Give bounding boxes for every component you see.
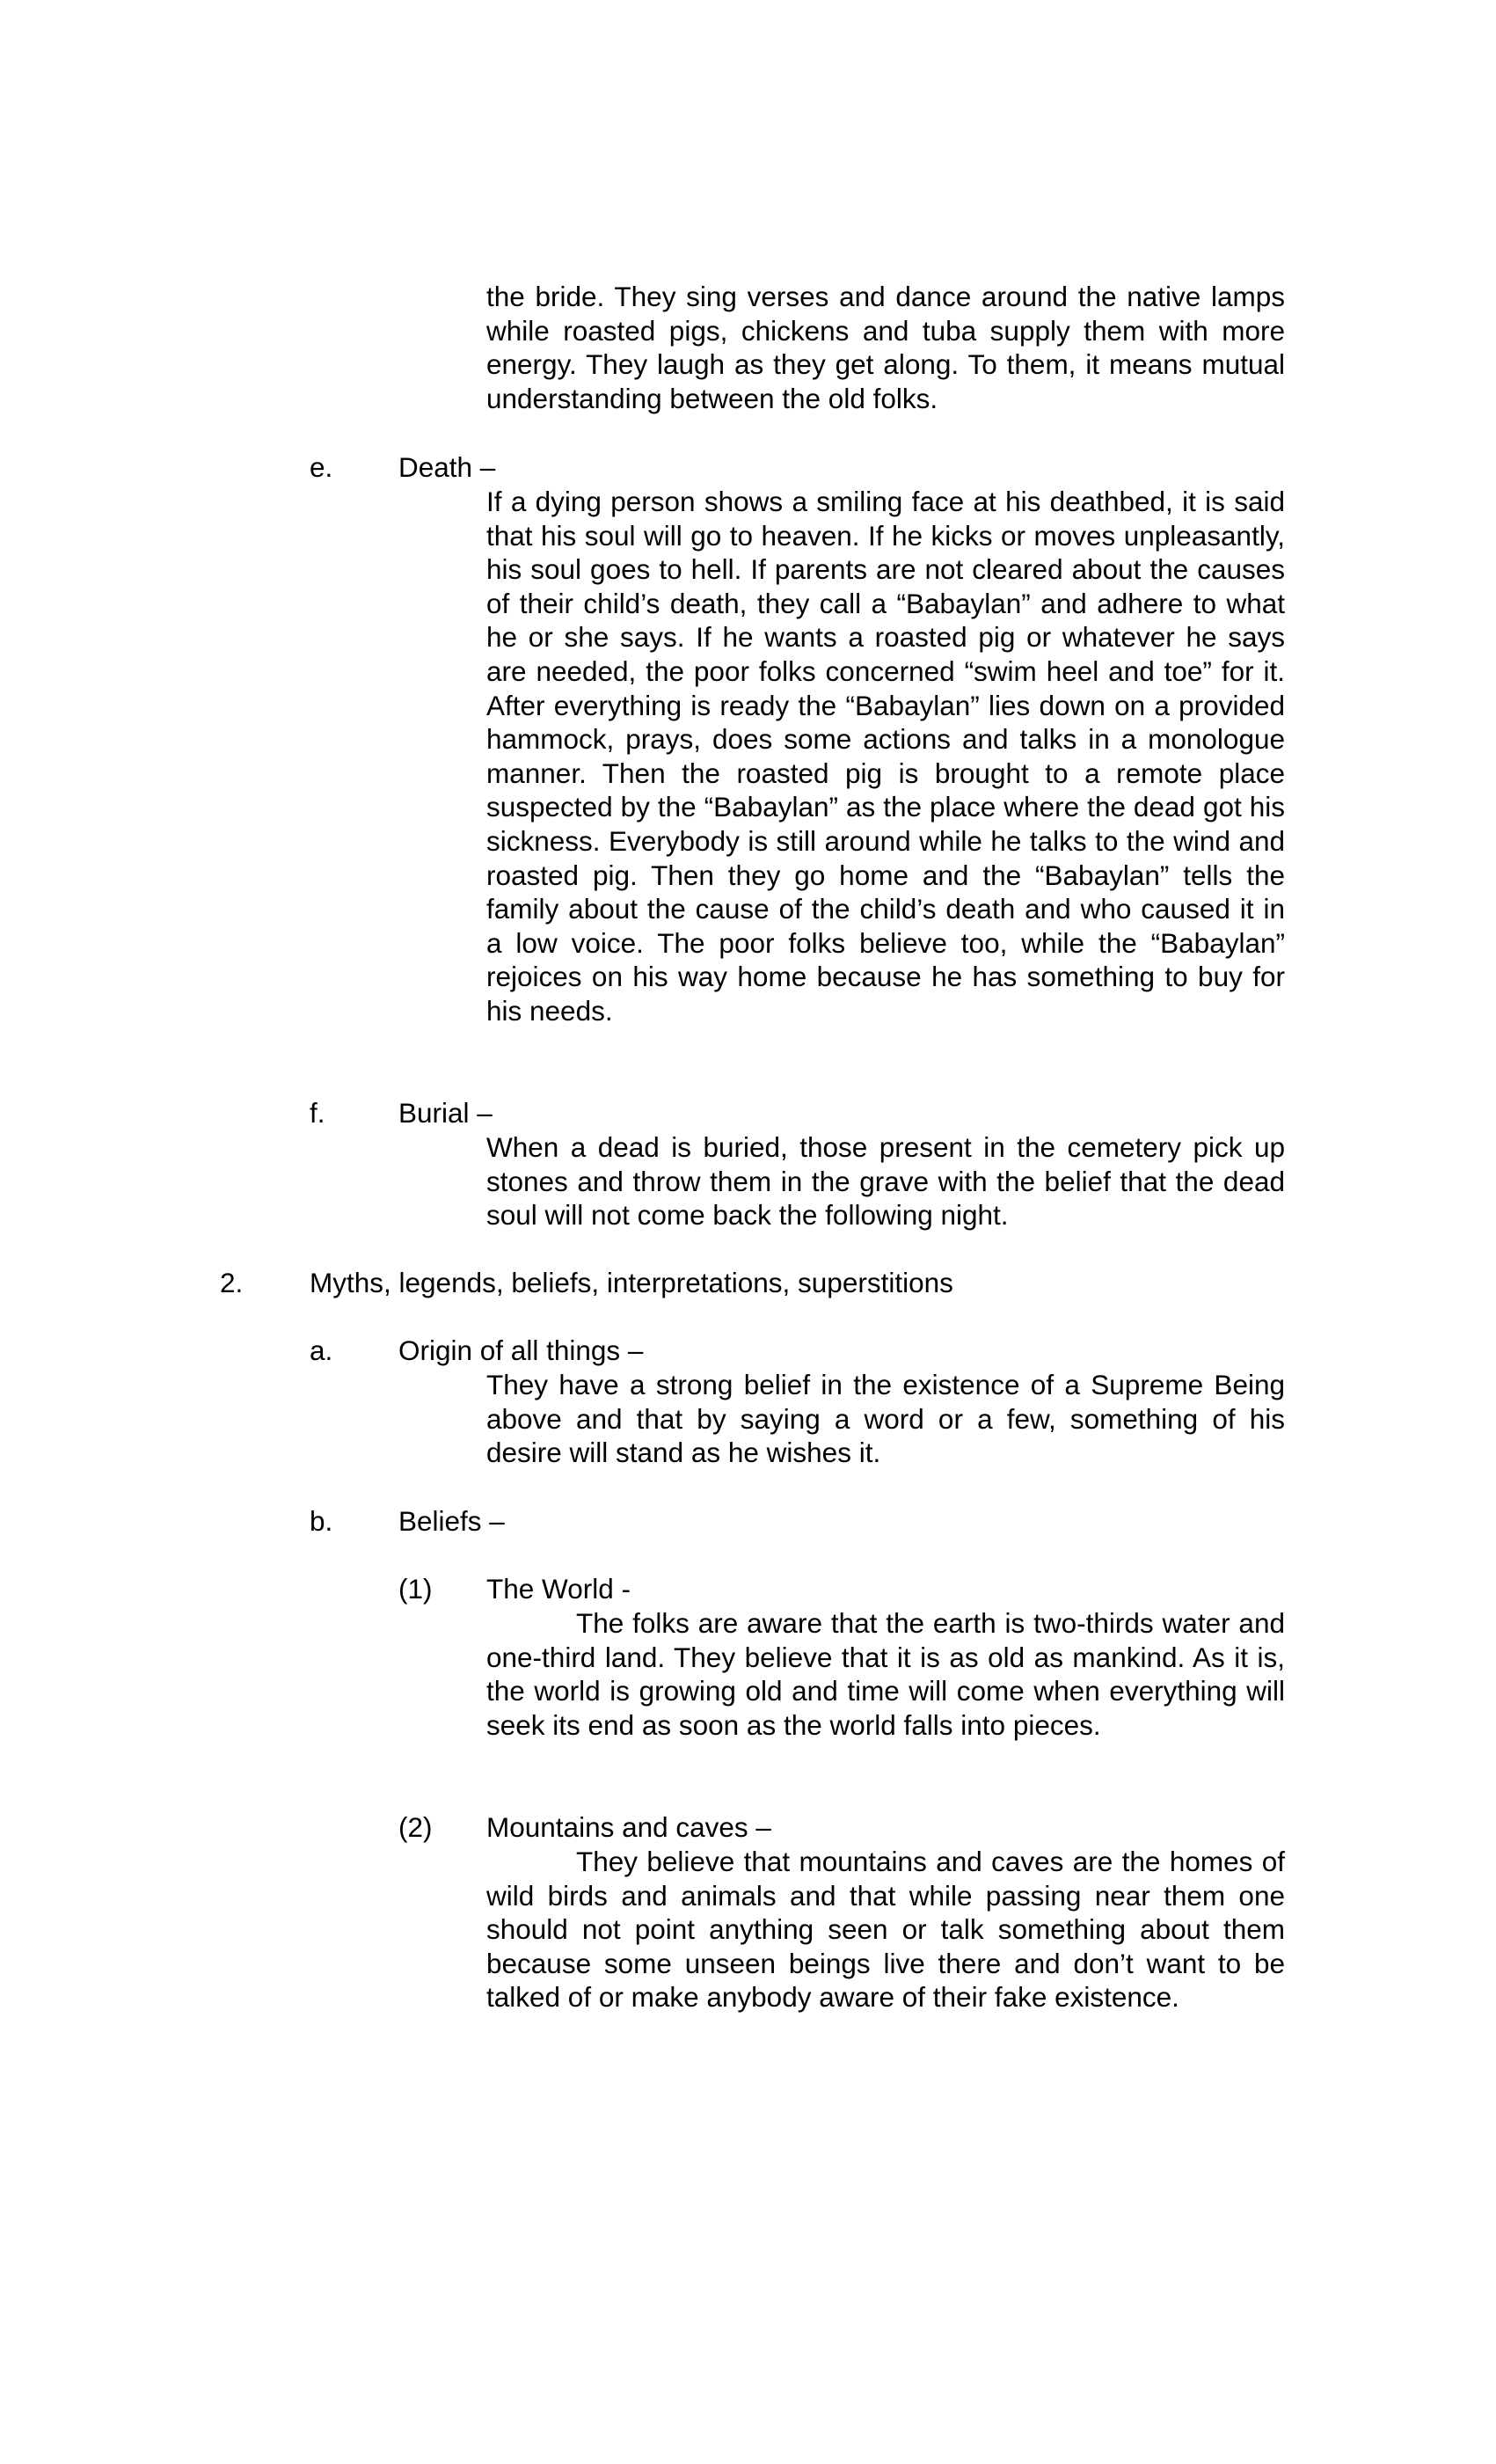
sub-1-marker: (1) bbox=[398, 1573, 433, 1605]
item-e-marker: e. bbox=[310, 451, 333, 483]
sub-1-title: The World - bbox=[486, 1573, 631, 1605]
item-a-paragraph: They have a strong belief in the existence of a Supreme Being above and that by saying a word or a few, something of his desire will stand as he wishes it. bbox=[486, 1369, 1285, 1469]
item-a-title: Origin of all things – bbox=[398, 1334, 644, 1366]
item-e-title: Death – bbox=[398, 451, 496, 483]
item-f-marker: f. bbox=[310, 1097, 325, 1129]
item-e-paragraph: If a dying person shows a smiling face at his deathbed, it is said that his soul will go to heaven. If he kicks or moves unpleasantly, his soul goes to hell. If parents are not cleared about the causes of their child’s death, they call a “Babaylan” and adhere to what he or she says. If he wants a roasted pig or whatever he says are needed, the poor folks concerned “swim heel and toe” for it. After everything is ready the “Babaylan” lies down on a provided hammock, prays, does some actions and talks in a monologue manner. Then the roasted pig is brought to a remote place suspected by the “Babaylan” as the place where the dead got his sickness. Everybody is still around while he talks to the wind and roasted pig. Then they go home and the “Babaylan” tells the family about the cause of the child’s death and who caused it in a low voice. The poor folks believe too, while the “Babaylan” rejoices on his way home because he has something to buy for his needs. bbox=[486, 486, 1285, 1027]
sub-2-marker: (2) bbox=[398, 1811, 433, 1843]
sub-2-paragraph: They believe that mountains and caves are the homes of wild birds and animals and that while passing near them one should not point anything seen or talk something about them because some unseen beings live there and don’t want to be talked of or make anybody aware of their fake existence. bbox=[486, 1846, 1285, 2014]
item-b-title: Beliefs – bbox=[398, 1505, 505, 1537]
section-2-title: Myths, legends, beliefs, interpretations, superstitions bbox=[310, 1267, 953, 1298]
item-f-title: Burial – bbox=[398, 1097, 493, 1129]
item-f-paragraph: When a dead is buried, those present in the cemetery pick up stones and throw them in the grave with the belief that the dead soul will not come back the following night. bbox=[486, 1131, 1285, 1232]
item-b-marker: b. bbox=[310, 1505, 333, 1537]
sub-2-title: Mountains and caves – bbox=[486, 1811, 771, 1843]
continuation-paragraph: the bride. They sing verses and dance around the native lamps while roasted pigs, chickens and tuba supply them with more energy. They laugh as they get along. To them, it means mutual understanding between the old folks. bbox=[486, 281, 1285, 414]
sub-1-paragraph: The folks are aware that the earth is two-thirds water and one-third land. They believe that it is as old as mankind. As it is, the world is growing old and time will come when everything will seek its end as soon as the world falls into pieces. bbox=[486, 1607, 1285, 1741]
item-a-marker: a. bbox=[310, 1334, 333, 1366]
section-2-number: 2. bbox=[220, 1267, 244, 1298]
